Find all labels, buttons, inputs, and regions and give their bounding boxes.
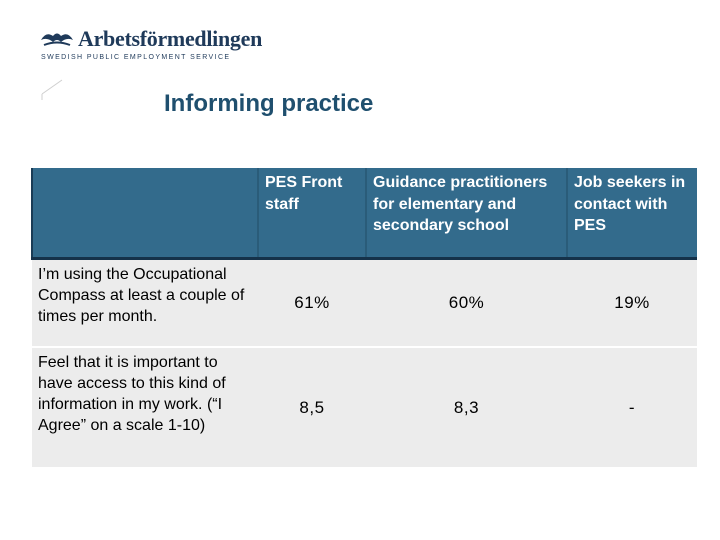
logo-tagline: SWEDISH PUBLIC EMPLOYMENT SERVICE — [41, 54, 231, 61]
cell-value: 8,5 — [258, 347, 366, 467]
header-cell-pes-front-staff: PES Front staff — [258, 168, 366, 258]
row-label: I’m using the Occupational Compass at least a couple of times per month. — [32, 258, 258, 347]
survey-results-table — [31, 168, 697, 467]
header-cell-job-seekers: Job seekers in contact with PES — [567, 168, 697, 258]
table-row — [32, 258, 697, 347]
cell-value: 61% — [258, 258, 366, 347]
header-cell-guidance-practitioners: Guidance practitioners for elementary and secondary school — [366, 168, 567, 258]
logo-name: Arbetsförmedlingen — [78, 26, 263, 51]
slide-title: Informing practice — [164, 90, 374, 117]
cell-value: 60% — [366, 258, 567, 347]
table-header-row — [32, 168, 697, 258]
cell-value: 19% — [567, 258, 697, 347]
table-row — [32, 347, 697, 467]
cell-value: - — [567, 347, 697, 467]
header-cell-empty — [32, 168, 258, 258]
company-logo — [40, 24, 263, 64]
crown-logo-icon — [40, 30, 74, 48]
row-label: Feel that it is important to have access to this kind of information in my work. (“I Agree” on a scale 1-10) — [32, 347, 258, 467]
cell-value: 8,3 — [366, 347, 567, 467]
